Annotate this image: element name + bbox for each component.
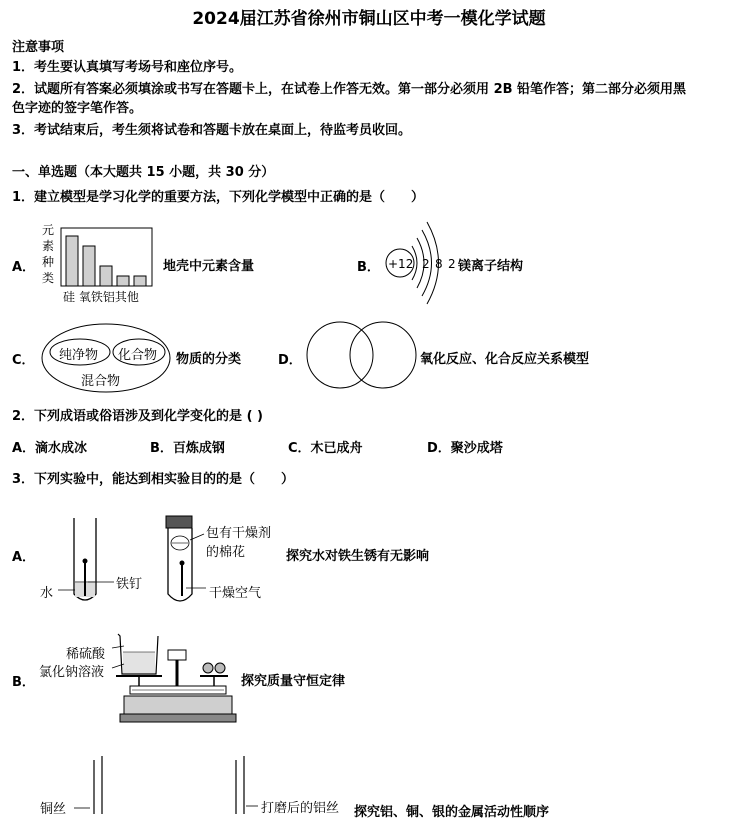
q3b-acid-label: 稀硫酸 <box>66 647 106 662</box>
notes-line-3: 3．考试结束后，考生须将试卷和答题卡放在桌面上，待监考员收回。 <box>12 123 412 138</box>
q3a-cotton-label-2: 的棉花 <box>206 545 246 560</box>
q3a-cotton-label-1: 包有干燥剂 <box>206 526 272 541</box>
q3-stem: 3．下列实验中，能达到相实验目的的是（ ） <box>12 472 295 487</box>
q1c-caption: 物质的分类 <box>176 352 242 367</box>
q1b-nucleus-charge: +12 <box>388 257 414 271</box>
q2-option-b: B．百炼成钢 <box>150 441 225 456</box>
q2-option-a: A．滴水成冰 <box>12 441 88 456</box>
q1b-shell-3: 2 <box>448 257 456 271</box>
notes-line-2a: 2．试题所有答案必须填涂或书写在答题卡上，在试卷上作答无效。第一部分必须用 2B 铅笔作答；第二部分必须用黑 <box>12 82 687 97</box>
q1d-venn-diagram <box>306 320 418 390</box>
q1c-inner-2: 化合物 <box>118 348 158 363</box>
q3b-salt-label: 氯化钠溶液 <box>39 665 105 680</box>
q2-option-d: D．聚沙成塔 <box>427 441 503 456</box>
q1a-bar-2 <box>100 266 112 286</box>
notes-line-2b: 色字迹的签字笔作答。 <box>12 101 143 116</box>
q1-option-d-label: D． <box>278 353 302 368</box>
q1b-shell-2: 8 <box>435 257 443 271</box>
q3a-dry-air-label: 干燥空气 <box>209 586 262 601</box>
notes-heading: 注意事项 <box>12 40 65 55</box>
q1a-x-categories: 硅 氧铁铝其他 <box>63 290 139 304</box>
notes-line-1: 1．考生要认真填写考场号和座位序号。 <box>12 60 243 75</box>
q3c-wire-label: 铜丝 <box>40 802 67 817</box>
q1-stem: 1．建立模型是学习化学的重要方法，下列化学模型中正确的是（ ） <box>12 190 425 205</box>
q1d-caption: 氧化反应、化合反应关系模型 <box>420 352 590 367</box>
q3c-caption: 探究铝、铜、银的金属活动性顺序 <box>354 805 550 820</box>
q1a-bar-1 <box>83 246 95 286</box>
q3-option-b-label: B． <box>12 675 35 690</box>
paper-title: 2024届江苏省徐州市铜山区中考一模化学试题 <box>192 9 546 29</box>
q1b-shell-1: 2 <box>422 257 430 271</box>
q2-option-c: C．木已成舟 <box>288 441 363 456</box>
q3a-nail-label: 铁钉 <box>116 577 143 592</box>
q1a-bar-4 <box>134 276 146 286</box>
section-heading: 一、单选题（本大题共 15 小题，共 30 分） <box>12 165 275 180</box>
q3-option-a-label: A． <box>12 550 36 565</box>
q1c-inner-1: 纯净物 <box>59 348 99 363</box>
q1a-caption: 地壳中元素含量 <box>163 259 255 274</box>
q3c-tubes-diagram <box>60 754 260 814</box>
q3a-caption: 探究水对铁生锈有无影响 <box>286 549 430 564</box>
q3c-al-label: 打磨后的铝丝 <box>261 801 340 816</box>
q1a-bar-3 <box>117 276 129 286</box>
q3a-water-label: 水 <box>40 586 54 601</box>
q1-option-b-label: B． <box>357 260 380 275</box>
q3b-caption: 探究质量守恒定律 <box>241 674 346 689</box>
q2-stem: 2．下列成语或俗语涉及到化学变化的是 ( ) <box>12 409 263 424</box>
q1c-outer: 混合物 <box>81 374 121 389</box>
q1-option-c-label: C． <box>12 353 35 368</box>
q1a-y-label: 元 素 种 类 <box>42 223 55 285</box>
q1b-caption: 镁离子结构 <box>458 259 524 274</box>
q3b-balance-diagram <box>110 628 240 728</box>
q1a-bar-0 <box>66 236 78 286</box>
q1-option-a-label: A． <box>12 260 36 275</box>
